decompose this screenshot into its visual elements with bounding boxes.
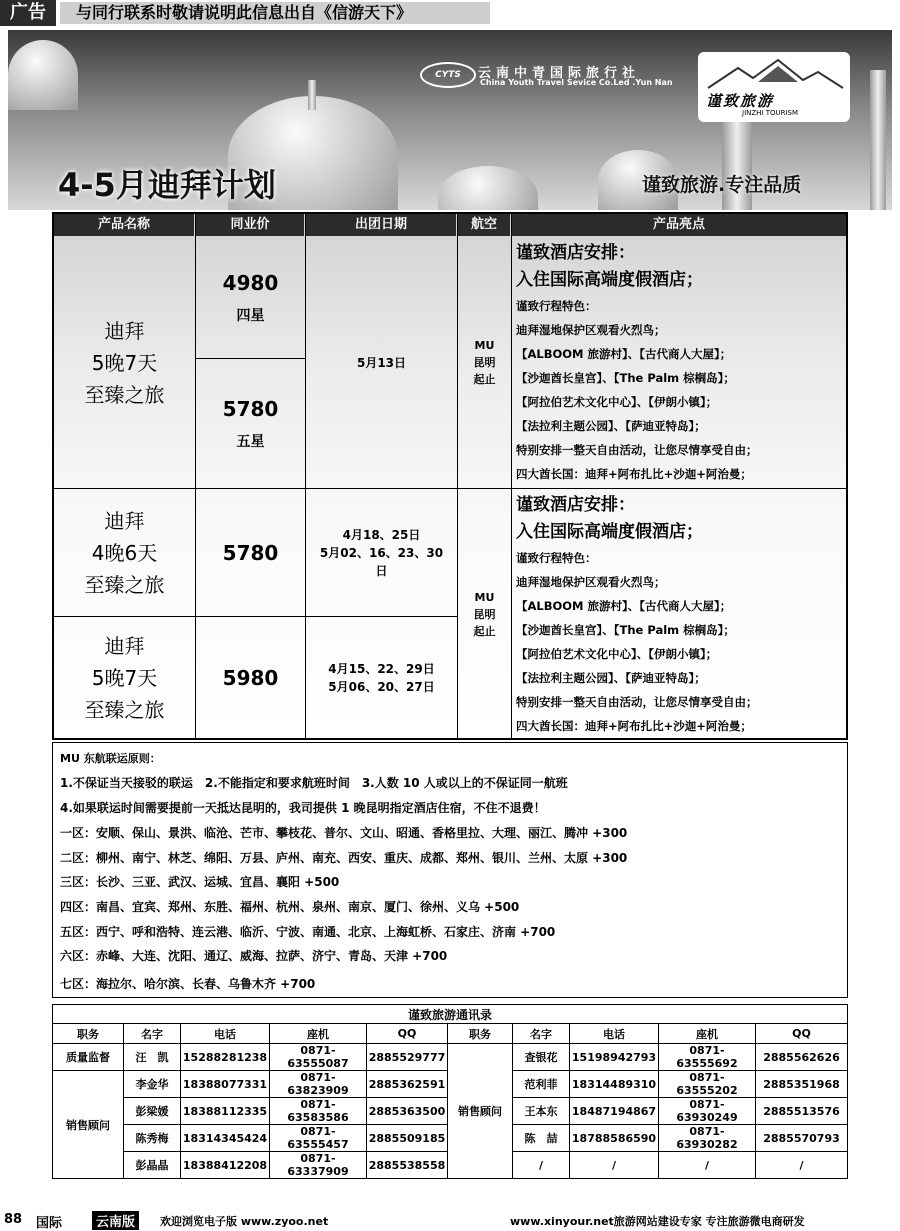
page-number: 88 [4,1212,23,1227]
company-logo: CYTS [420,62,476,88]
column-header: 职务 [53,1024,124,1044]
dome-decoration [438,166,538,210]
departure-dates: 4月18、25日 5月02、16、23、30 日 [319,527,444,578]
price-cell: 5980 [222,666,279,690]
rule-line: MU 东航联运原则： [60,752,161,765]
column-header: 名字 [513,1024,570,1044]
page-title: 4-5月迪拜计划 [58,166,276,204]
footer-left-text: 欢迎浏览电子版 www.zyoo.net [160,1215,329,1228]
zone-line: 一区：安顺、保山、景洪、临沧、芒市、攀枝花、普尔、文山、昭通、香格里拉、大理、丽江、腾冲 +300 [60,826,628,840]
ad-label: 广告 [0,0,56,26]
zone-line: 五区：西宁、呼和浩特、连云港、临沂、宁波、南通、北京、上海虹桥、石家庄、济南 +700 [60,925,556,939]
table-row: 陈秀梅 18314345424 0871-63555457 2885509185 陈 喆 18788586590 0871-63930282 2885570793 [53,1125,848,1152]
table-row: 质量监督 汪 凯 15288281238 0871-63555087 2885529777 销售顾问 查银花 15198942793 0871-63555692 2885562626 [53,1044,848,1071]
product-highlights: 谨致酒店安排： 入住国际高端度假酒店； 谨致行程特色： 迪拜湿地保护区观看火烈鸟； 【ALBOOM 旅游村】、【古代商人大屋】； 【沙迦酋长皇宫】、【The Palm 棕榈岛】； 【阿拉伯艺术文化中心】、【伊朗小镇】； 【法拉利主题公园】、【萨迪亚特岛】； 特别安排一整天自由活动，让您尽情享受自由； 四大酋长国：迪拜+阿布扎比+沙迦+阿治曼； [516,495,758,733]
column-header: 电话 [181,1024,270,1044]
column-header: 座机 [659,1024,756,1044]
departure-dates: 5月13日 [356,355,407,370]
column-header: 职务 [448,1024,513,1044]
table-row: 销售顾问 李金华 18388077331 0871-63823909 2885362591 范利菲 18314489310 0871-63555202 2885351968 [53,1071,848,1098]
airline: MU 昆明 起止 [473,590,496,638]
dome-decoration [8,40,78,110]
zone-line: 二区：柳州、南宁、林芝、绵阳、万县、庐州、南充、西安、重庆、成都、郑州、银川、兰州、太原 +300 [60,851,628,865]
minaret-decoration [308,80,316,110]
zone-line: 七区：海拉尔、哈尔滨、长春、乌鲁木齐 +700 [60,977,316,991]
contact-table [52,1004,848,1179]
company-name-en: China Youth Travel Sevice Co.Led .Yun Nan [480,78,673,87]
table-header: 同业价 [196,214,304,236]
column-header: 座机 [270,1024,367,1044]
contact-table-title: 谨致旅游通讯录 [53,1005,848,1024]
brand-name-en: JINZHI TOURISM [742,109,799,117]
departure-dates: 4月15、22、29日 5月06、20、27日 [328,662,435,694]
table-header: 航空 [458,214,510,236]
minaret-decoration [870,70,886,210]
price-cell: 5780 [222,540,279,565]
column-header: QQ [756,1024,848,1044]
zone-line: 三区：长沙、三亚、武汉、运城、宜昌、襄阳 +500 [60,875,340,889]
zone-line: 六区：赤峰、大连、沈阳、通辽、威海、拉萨、济宁、青岛、天津 +700 [60,949,448,963]
product-name: 迪拜 4晚6天 至臻之旅 [84,508,165,597]
rule-line: 4.如果联运时间需要提前一天抵达昆明的，我司提供 1 晚昆明指定酒店住宿，不住不退费！ [60,801,546,815]
table-header: 产品亮点 [512,214,846,236]
zone-line: 四区：南昌、宜宾、郑州、东胜、福州、杭州、泉州、南京、厦门、徐州、义乌 +500 [60,900,520,914]
company-name-cn: 云南中青国际旅行社 [478,66,641,81]
table-row: 彭晶晶 18388412208 0871-63337909 2885538558 / / / / [53,1152,848,1179]
product-highlights: 谨致酒店安排： 入住国际高端度假酒店； 谨致行程特色： 迪拜湿地保护区观看火烈鸟； 【ALBOOM 旅游村】、【古代商人大屋】； 【沙迦酋长皇宫】、【The Palm 棕榈岛】； 【阿拉伯艺术文化中心】、【伊朗小镇】； 【法拉利主题公园】、【萨迪亚特岛】； 特别安排一整天自由活动，让您尽情享受自由； 四大酋长国：迪拜+阿布扎比+沙迦+阿治曼； [516,243,758,481]
table-header: 出团日期 [306,214,456,236]
airline: MU 昆明 起止 [473,339,496,386]
column-header: 电话 [570,1024,659,1044]
price-cell: 5780 五星 [222,396,279,450]
section-label: 国际 [36,1216,63,1231]
price-cell: 4980 四星 [222,270,279,324]
rule-line: 1.不保证当天接驳的联运 2.不能指定和要求航班时间 3.人数 10 人或以上的不保证同一航班 [60,776,568,790]
source-notice: 与同行联系时敬请说明此信息出自《信游天下》 [60,2,490,24]
table-row: 彭梁媛 18388112335 0871-63583586 2885363500 王本东 18487194867 0871- 63930249 2885513576 [53,1098,848,1125]
mountain-icon [698,54,850,94]
product-name: 迪拜 5晚7天 至臻之旅 [84,318,165,407]
brand-name-cn: 谨致旅游 [706,92,775,110]
edition-badge: 云南版 [92,1211,139,1230]
column-header: 名字 [124,1024,181,1044]
slogan: 谨致旅游.专注品质 [642,174,802,196]
footer-right-text: www.xinyour.net旅游网站建设专家 专注旅游微电商研发 [510,1215,805,1228]
product-name: 迪拜 5晚7天 至臻之旅 [84,634,165,722]
column-header: QQ [367,1024,448,1044]
table-header: 产品名称 [54,214,194,236]
